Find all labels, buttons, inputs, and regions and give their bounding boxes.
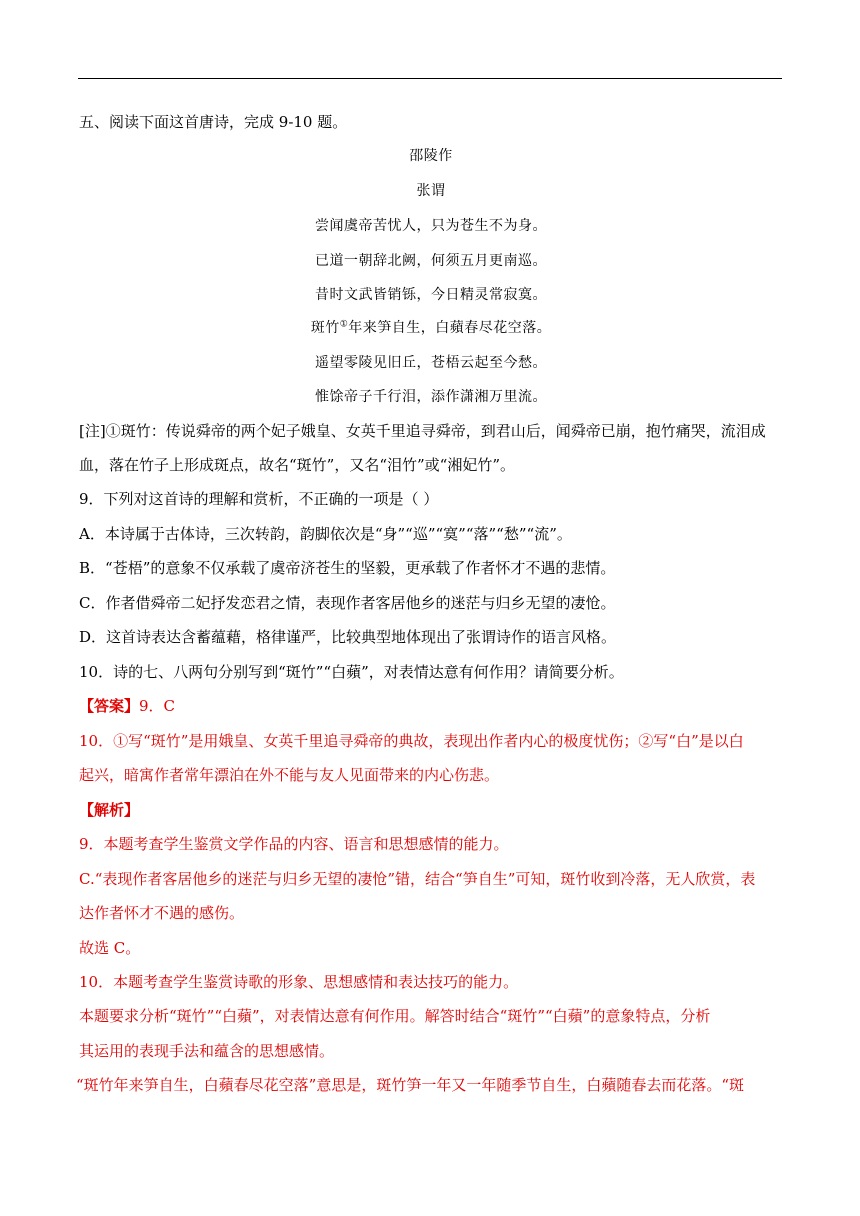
analysis-q9-c-line-2: 达作者怀才不遇的感伤。: [79, 904, 245, 922]
analysis-q10-requirement-line-1: 本题要求分析“斑竹”“白蘋”，对表情达意有何作用。解答时结合“斑竹”“白蘋”的意象特点，分析: [79, 1007, 711, 1025]
footnote-marker: ①: [339, 319, 349, 330]
question-9-option-a: A．本诗属于古体诗，三次转韵，韵脚依次是“身”“巡”“寞”“落”“愁”“流”。: [79, 525, 572, 543]
poem-line-6: 惟馀帝子千行泪，添作潇湘万里流。: [315, 389, 547, 405]
poem-line-4-part1: 斑竹: [310, 320, 340, 336]
header-rule: [78, 78, 782, 79]
answer-q10-line-2: 起兴，暗寓作者常年漂泊在外不能与友人见面带来的内心伤悲。: [79, 766, 500, 784]
poem-line-4: [79, 318, 783, 338]
poem-line-4-part2: 年来笋自生，白蘋春尽花空落。: [348, 320, 552, 336]
poem-title: 邵陵作: [409, 148, 453, 164]
analysis-label: 【解析】: [79, 801, 140, 819]
question-9-stem: 9．下列对这首诗的理解和赏析，不正确的一项是（ ）: [79, 490, 439, 508]
note-line-2: 血，落在竹子上形成斑点，故名“斑竹”，又名“泪竹”或“湘妃竹”。: [79, 456, 516, 474]
poem-line-3: 昔时文武皆销铄，今日精灵常寂寞。: [315, 287, 547, 303]
analysis-q9-c-line-1: C.“表现作者客居他乡的迷茫与归乡无望的凄怆”错，结合“笋自生”可知，斑竹收到冷落，无人欣赏，表: [79, 870, 756, 888]
answer-label: 【答案】: [79, 697, 140, 715]
analysis-q9-intro: 9．本题考查学生鉴赏文学作品的内容、语言和思想感情的能力。: [79, 835, 509, 853]
analysis-q10-quote: “斑竹年来笋自生，白蘋春尽花空落”意思是，斑竹笋一年又一年随季节自生，白蘋随春去而花落。“斑: [76, 1076, 745, 1094]
question-9-option-b: B．“苍梧”的意象不仅承载了虞帝济苍生的坚毅，更承载了作者怀才不遇的悲情。: [79, 559, 616, 577]
poem-line-5: 遥望零陵见旧丘，苍梧云起至今愁。: [315, 355, 547, 371]
section-heading: 五、阅读下面这首唐诗，完成 9-10 题。: [79, 113, 348, 131]
poem-line-1: 尝闻虞帝苦忧人，只为苍生不为身。: [315, 218, 547, 234]
question-9-option-c: C．作者借舜帝二妃抒发恋君之情，表现作者客居他乡的迷茫与归乡无望的凄怆。: [79, 594, 616, 612]
analysis-q10-intro: 10．本题考查学生鉴赏诗歌的形象、思想感情和表达技巧的能力。: [79, 973, 519, 991]
note-line-1: [注]①斑竹：传说舜帝的两个妃子娥皇、女英千里追寻舜帝，到君山后，闻舜帝已崩，抱竹痛哭，流泪成: [79, 422, 766, 440]
analysis-q10-requirement-line-2: 其运用的表现手法和蕴含的思想感情。: [79, 1042, 335, 1060]
question-10-stem: 10．诗的七、八两句分别写到“斑竹”“白蘋”，对表情达意有何作用？请简要分析。: [79, 663, 624, 681]
answer-q10-line-1: 10．①写“斑竹”是用娥皇、女英千里追寻舜帝的典故，表现出作者内心的极度忧伤；②写“白”是以白: [79, 732, 744, 750]
answer-row: [79, 696, 783, 716]
poem-author: 张谓: [416, 183, 446, 199]
answer-q9: 9．C: [139, 697, 176, 715]
question-9-option-d: D．这首诗表达含蓄蕴藉，格律谨严，比较典型地体现出了张谓诗作的语言风格。: [79, 628, 617, 646]
poem-line-2: 已道一朝辞北阙，何须五月更南巡。: [315, 253, 547, 269]
analysis-q9-choice: 故选 C。: [79, 939, 141, 957]
